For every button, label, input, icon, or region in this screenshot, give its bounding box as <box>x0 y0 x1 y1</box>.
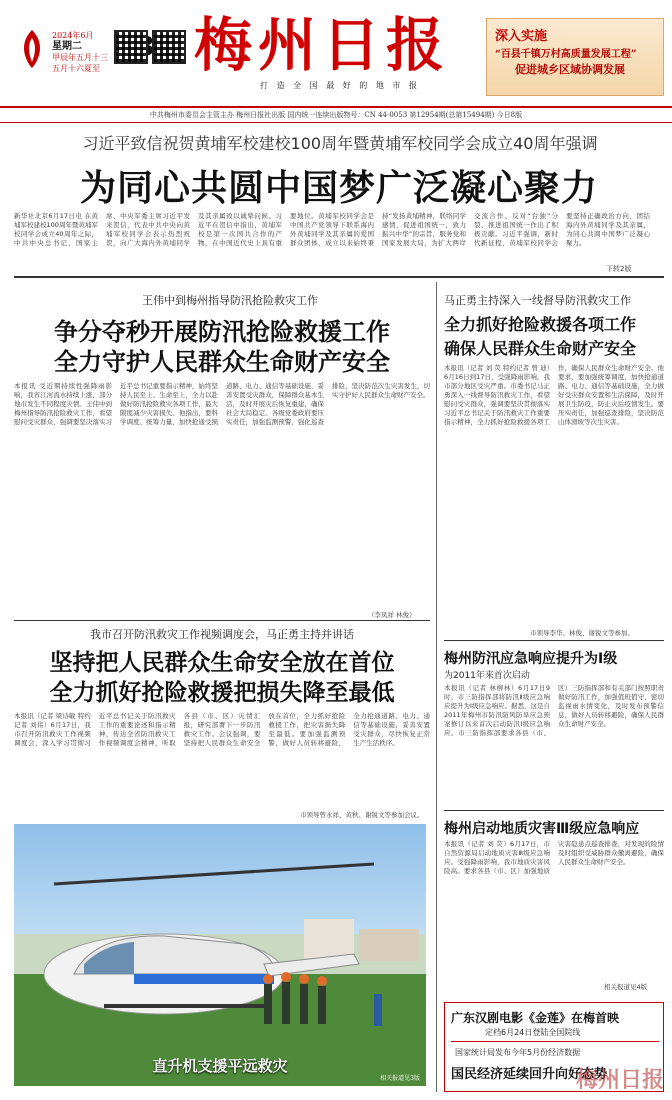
article1-body: 本报讯 受近期持续性强降雨影响，我省江河流水持续上涨，部分地市发生不同程度灾情。王伟中到梅州指导防汛抢险救灾工作，看望慰问受灾群众，强调要坚决落实习近平总书记重要指示精神，始终坚持人民至上、生命至上，全力以赴做好防汛抢险救灾各项工作，最大限度减少灾害损失。他指出，要科学调度、统筹力量，加快抢通受损道路、电力、通信等基础设施，妥善安置受灾群众，保障群众基本生活，及时开展灾后恢复重建，确保社会大局稳定。各级党委政府要压实责任，加强监测预警，强化巡查排险，坚决防范次生灾害发生，切实守护好人民群众生命财产安全。 <box>14 382 430 426</box>
article2-author: 市领导曾永祥、黄秋、谢锐文等参加会议。 <box>300 811 424 819</box>
divider <box>451 1041 659 1042</box>
lead-continued: 下转2版 <box>606 265 632 273</box>
photo-credit: 相关报道见3版 <box>380 1075 420 1082</box>
right2-body: 本报讯（记者 林柳林）6月17日9时，市三防指挥部将防汛Ⅱ级应急响应提升为Ⅰ级应急响应。据悉，这是自2011年梅州市防汛防风防旱应急预案修订以来首次启动防汛Ⅰ级应急响应。市三防指挥部要求各县（市、区）三防指挥部和有关部门按照职责做好防汛工作，加强值班值守，密切监视雨水情变化，及时发布预警信息，做好人员转移避险，确保人民群众生命财产安全。 <box>444 684 664 737</box>
article1-author: （李凤祥 林俊） <box>368 611 416 619</box>
right3-body: 本报讯（记者 刘 荧）6月17日，市自然资源局启动地质灾害Ⅲ级应急响应。受强降雨影响，我市地质灾害风险高。要求各县（市、区）加强地质灾害隐患点巡查排查，对发现的险情及时组织受威胁群众撤离避险，确保人民群众生命财产安全。 <box>444 840 664 875</box>
qr-code-icon <box>114 30 148 64</box>
date-lines <box>52 30 108 74</box>
lunar-date: 甲辰年五月十三 <box>52 53 108 62</box>
article2-headline-1: 坚持把人民群众生命安全放在首位 <box>49 650 395 676</box>
article1-headline-1: 争分夺秒开展防汛抢险救援工作 <box>54 318 390 346</box>
banner-subtitle: “百县千镇万村高质量发展工程” <box>495 49 637 60</box>
watermark-logo: 梅州日报 <box>575 1068 664 1093</box>
article1-kicker: 王伟中到梅州指导防汛抢险救灾工作 <box>142 294 318 307</box>
helicopter-illustration <box>14 824 426 1086</box>
lead-kicker: 习近平致信祝贺黄埔军校建校100周年暨黄埔军校同学会成立40周年强调 <box>82 134 598 153</box>
right2-subheading: 为2011年来首次启动 <box>444 671 530 681</box>
lead-headline: 为同心共圆中国梦广泛凝心聚力 <box>79 168 598 209</box>
solar-term: 五月十六夏至 <box>52 64 100 73</box>
brief2-headline: 国民经济延续回升向好态势 <box>451 1067 608 1082</box>
divider <box>444 810 664 811</box>
article2-headline-2: 全力抓好抢险救援把损失降至最低 <box>49 680 395 706</box>
newspaper-motto: 打 造 全 国 最 好 的 地 市 报 <box>260 81 420 90</box>
publication-info: 中共梅州市委员会主管主办 梅州日报社出版 国内统一连续出版物号：CN 44-0053 第12954期(总第15494期) 今日8版 <box>0 106 672 123</box>
divider <box>14 620 430 621</box>
brief2-kicker: 国家统计局发布今年5月份经济数据 <box>455 1048 581 1057</box>
right3-headline: 梅州启动地质灾害Ⅲ级应急响应 <box>444 821 640 837</box>
masthead <box>0 0 672 104</box>
campaign-banner <box>486 18 664 96</box>
article2-body: 本报讯（记者 梁诗敏 特约记者 刘伟）6月17日，我市召开防汛救灾工作视频调度会，深入学习贯彻习近平总书记关于防汛救灾工作的重要论述和指示精神，传达全省防汛救灾工作视频调度会精神，听取各县（市、区）灾情汇报，研究部署下一步防汛救灾工作。会议强调，要坚持把人民群众生命安全放在首位，全力抓好抢险救援工作，把灾害损失降至最低。要加强监测预警，做好人员转移避险，全力抢通道路、电力、通信等基础设施，妥善安置受灾群众，尽快恢复正常生产生活秩序。 <box>14 712 430 747</box>
divider <box>444 640 664 641</box>
qr-code-icon <box>152 30 186 64</box>
right1-kicker: 马正勇主持深入一线督导防汛救灾工作 <box>444 294 631 307</box>
photo-caption: 直升机支援平远救灾 <box>152 1057 288 1075</box>
lead-body: 新华社北京6月17日电 在黄埔军校建校100周年暨黄埔军校同学会成立40周年之际，中共中央总书记、国家主席、中央军委主席习近平发来贺信，代表中共中央向黄埔军校同学会表示热烈祝贺，向广大海内外黄埔同学及其亲属致以诚挚问候。习近平在贺信中指出，黄埔军校是第一次国共合作的产物，在中国近代史上具有重要地位。黄埔军校同学会是中国共产党领导下联系海内外黄埔同学及其亲属的爱国群众团体，成立以来始终秉持“发扬黄埔精神，联络同学感情，促进祖国统一，致力振兴中华”的宗旨，服务党和国家发展大局，为扩大两岸交流合作、反对“台独”分裂、推进祖国统一作出了积极贡献。习近平强调，新时代新征程，黄埔军校同学会要坚持正确政治方向，团结海内外黄埔同学及其亲属，为同心共圆中国梦广泛凝心聚力。 <box>14 212 650 247</box>
right1-headline-2: 确保人民群众生命财产安全 <box>444 339 637 358</box>
right1-author: 市领导李华、林俊、谢锐文等参加。 <box>530 629 634 637</box>
right1-body: 本报讯（记者 刘 荧 特约记者 曾 迪）6月16日到17日，受强降雨影响，我市部分地区受灾严重。市委书记马正勇深入一线督导防汛救灾工作，看望慰问受灾群众，强调要坚决贯彻落实习近平总书记关于防汛救灾工作重要指示精神，全力抓好抢险救援各项工作，确保人民群众生命财产安全。他要求，要加强统筹调度，加快抢通道路、电力、通信等基础设施，全力做好受灾群众安置和生活保障，及时开展卫生防疫，防止灾后疫情发生。要压实责任，加强巡查排险，坚决防范山体滑坡等次生灾害。 <box>444 364 664 426</box>
newspaper-logo-icon <box>18 28 46 70</box>
article2-kicker: 我市召开防汛救灾工作视频调度会，马正勇主持并讲话 <box>90 628 354 641</box>
right3-continued: 相关报道见4版 <box>604 983 648 991</box>
helicopter-photo <box>14 824 426 1086</box>
column-divider <box>436 282 437 1092</box>
right2-headline: 梅州防汛应急响应提升为Ⅰ级 <box>444 651 618 667</box>
article1-headline-2: 全力守护人民群众生命财产安全 <box>54 348 390 376</box>
year-month: 2024年6月 <box>52 31 94 40</box>
banner-slogan: 促进城乡区域协调发展 <box>515 63 625 76</box>
weekday: 星期二 <box>52 41 82 52</box>
brief1-subheading: 定档6月24日登陆全国院线 <box>485 1028 581 1037</box>
right1-headline-1: 全力抓好抢险救援各项工作 <box>444 315 637 334</box>
brief1-headline: 广东汉剧电影《金莲》在梅首映 <box>451 1011 620 1025</box>
banner-title: 深入实施 <box>495 29 548 44</box>
divider <box>14 276 664 278</box>
newspaper-title: 梅州日报 <box>193 11 450 79</box>
